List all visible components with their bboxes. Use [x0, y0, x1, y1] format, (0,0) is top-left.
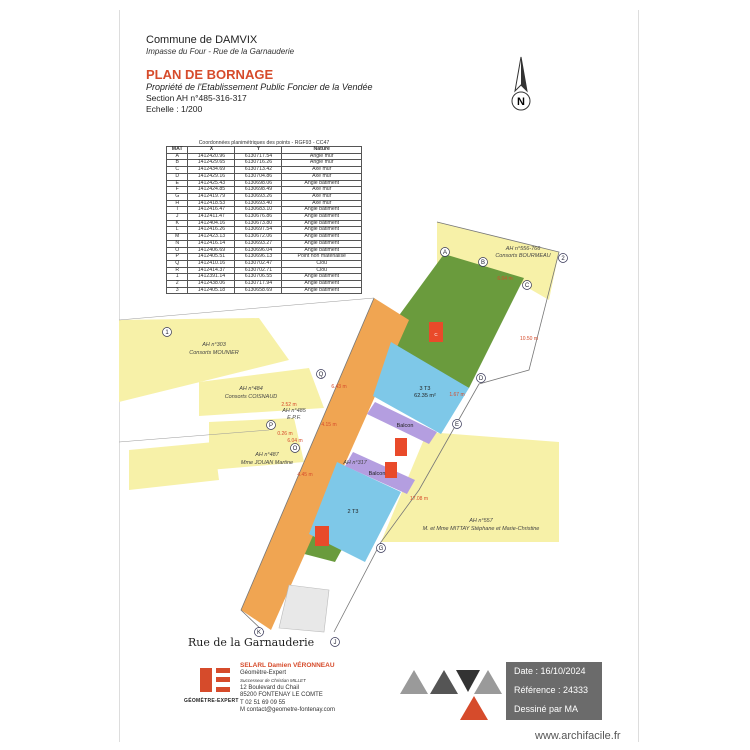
- cell-nature: Angle mur: [282, 160, 362, 167]
- parcel-1-owner: Consorts BOURMEAU: [495, 253, 551, 259]
- cell-nature: Angle bâtiment: [282, 287, 362, 294]
- cell-mat: F: [167, 187, 188, 194]
- point-2-label: 2: [561, 256, 565, 262]
- parcel-5-label: AH n°487: [255, 452, 279, 458]
- col-y: Y: [235, 147, 282, 154]
- cell-nature: Angle bâtiment: [282, 247, 362, 254]
- cell-mat: I: [167, 207, 188, 214]
- point-1-label: 1: [165, 330, 169, 336]
- cell-nature: Angle bâtiment: [282, 281, 362, 288]
- cell-y: 6130683.10: [235, 207, 282, 214]
- cell-x: 1412425.43: [188, 180, 235, 187]
- point-p-label: P: [268, 423, 274, 429]
- document-meta: [506, 662, 602, 720]
- cell-x: 1412418.53: [188, 200, 235, 207]
- point-e-label: E: [454, 422, 460, 428]
- cell-mat: D: [167, 173, 188, 180]
- cell-y: 6130693.26: [235, 193, 282, 200]
- cell-y: 6130693.40: [235, 200, 282, 207]
- cell-nature: Axe mur: [282, 173, 362, 180]
- dimension-5: 1.67 m: [449, 392, 465, 398]
- unit-1-label: 3 T3: [419, 386, 431, 392]
- cell-x: 1412406.69: [188, 247, 235, 254]
- col-nature: Nature: [282, 147, 362, 154]
- parcel-7-label: AH n°317: [343, 460, 367, 466]
- drawn-by-field: Dessiné par MA: [514, 704, 579, 714]
- firm-role: Géomètre-Expert: [240, 669, 287, 676]
- cell-x: 1412391.14: [188, 274, 235, 281]
- reference-field: Référence : 24333: [514, 685, 589, 695]
- point-j-label: J: [333, 640, 337, 646]
- point-a-label: A: [442, 250, 448, 256]
- cell-y: 6130658.69: [235, 287, 282, 294]
- cell-nature: Axe mur: [282, 167, 362, 174]
- cell-mat: G: [167, 193, 188, 200]
- dimension-9: 4.45 m: [297, 472, 313, 478]
- cell-nature: Clou: [282, 260, 362, 267]
- cell-nature: Angle bâtiment: [282, 214, 362, 221]
- cell-x: 1412429.65: [188, 160, 235, 167]
- parcel-2-owner: Consorts MOUNIER: [189, 350, 239, 356]
- section-line: Section AH n°485-316-317: [146, 93, 247, 103]
- cell-nature: Axe mur: [282, 193, 362, 200]
- cell-nature: Axe mur: [282, 200, 362, 207]
- cell-y: 6130672.06: [235, 234, 282, 241]
- point-q-label: Q: [318, 372, 324, 378]
- cell-mat: M: [167, 234, 188, 241]
- firm-email: M contact@geometre-fontenay.com: [240, 707, 336, 713]
- cell-nature: Angle bâtiment: [282, 220, 362, 227]
- cell-mat: C: [167, 167, 188, 174]
- unit-2-label: 2 T3: [347, 509, 359, 515]
- dimension-8: 6.04 m: [287, 438, 303, 444]
- cell-y: 6130697.54: [235, 227, 282, 234]
- cell-x: 1412416.26: [188, 227, 235, 234]
- cell-y: 6130696.04: [235, 247, 282, 254]
- cell-nature: Angle bâtiment: [282, 234, 362, 241]
- point-b-label: B: [480, 260, 486, 266]
- parcel-4-owner: E.P.F.: [287, 415, 301, 421]
- owner-line: Propriété de l'Etablissement Public Foncier de la Vendée: [146, 82, 373, 92]
- col-x: X: [188, 147, 235, 154]
- cell-mat: N: [167, 240, 188, 247]
- cell-x: 1412414.37: [188, 267, 235, 274]
- unit-1-area: 62.35 m²: [414, 393, 436, 399]
- cell-nature: Axe mur: [282, 187, 362, 194]
- firm-successor: Successeur de Christian MILLET: [240, 678, 306, 683]
- cell-nature: Angle bâtiment: [282, 274, 362, 281]
- north-label: N: [517, 96, 525, 108]
- cell-mat: 2: [167, 281, 188, 288]
- cell-x: 1412411.47: [188, 214, 235, 221]
- cell-mat: K: [167, 220, 188, 227]
- firm-name: SELARL Damien VÉRONNEAU: [240, 662, 335, 669]
- dimension-7: 0.26 m: [277, 431, 293, 437]
- cell-mat: B: [167, 160, 188, 167]
- point-g-label: G: [378, 546, 384, 552]
- outbuilding-label: C: [434, 332, 438, 337]
- cell-mat: H: [167, 200, 188, 207]
- firm-address-2: 85200 FONTENAY LE COMTE: [240, 692, 323, 698]
- firm-address-1: 12 Boulevard du Chail: [240, 684, 300, 691]
- point-c-label: C: [524, 283, 530, 289]
- outbuilding-2: [395, 438, 407, 456]
- cell-y: 6130716.26: [235, 160, 282, 167]
- cell-x: 1412419.79: [188, 193, 235, 200]
- boundary-line-north: [119, 298, 374, 320]
- cell-nature: Angle bâtiment: [282, 240, 362, 247]
- cell-y: 6130696.13: [235, 254, 282, 261]
- cell-nature: Point non matérialisé: [282, 254, 362, 261]
- parcel-5-owner: Mme JOUAN Martine: [240, 460, 294, 466]
- cell-x: 1412420.96: [188, 153, 235, 160]
- cell-mat: E: [167, 180, 188, 187]
- cell-y: 6130717.54: [235, 153, 282, 160]
- col-mat: MAT: [167, 147, 188, 154]
- cell-nature: Angle bâtiment: [282, 207, 362, 214]
- dimension-10: 17.08 m: [409, 496, 429, 502]
- cell-y: 6130704.86: [235, 173, 282, 180]
- dimension-2: 10.50 m: [519, 336, 539, 342]
- cell-y: 6130673.80: [235, 220, 282, 227]
- cell-x: 1412438.06: [188, 281, 235, 288]
- date-field: Date : 16/10/2024: [514, 666, 586, 676]
- cell-x: 1412416.14: [188, 240, 235, 247]
- parcel-4-label: AH n°485: [282, 408, 306, 414]
- cell-mat: J: [167, 214, 188, 221]
- dimension-6: 4.15 m: [321, 422, 337, 428]
- cell-y: 6130698.06: [235, 180, 282, 187]
- cell-nature: Angle bâtiment: [282, 227, 362, 234]
- cell-y: 6130702.71: [235, 267, 282, 274]
- firm-details: [240, 662, 335, 715]
- point-o-label: O: [292, 446, 298, 452]
- parcel-1-label: AH n°556-766: [505, 246, 541, 252]
- logo-text: GÉOMÈTRE-EXPERT: [184, 698, 239, 704]
- balcony-2-label: Balcon: [368, 471, 386, 477]
- cell-x: 1412410.16: [188, 260, 235, 267]
- cell-x: 1412423.13: [188, 234, 235, 241]
- cell-nature: Clou: [282, 267, 362, 274]
- cell-x: 1412416.47: [188, 207, 235, 214]
- dimension-3: 6.43 m: [331, 384, 347, 390]
- title-block: [180, 658, 605, 724]
- firm-phone: T 02 51 69 09 55: [240, 699, 286, 706]
- cell-y: 6130706.55: [235, 274, 282, 281]
- parcel-left-low: [129, 442, 219, 490]
- cell-nature: Angle bâtiment: [282, 180, 362, 187]
- cell-nature: Angle mur: [282, 153, 362, 160]
- parcel-2-label: AH n°303: [202, 342, 226, 348]
- cell-mat: R: [167, 267, 188, 274]
- watermark: www.archifacile.fr: [535, 730, 621, 742]
- street-name: Rue de la Garnauderie: [188, 636, 315, 649]
- cell-x: 1412434.69: [188, 167, 235, 174]
- cell-x: 1412405.18: [188, 287, 235, 294]
- cell-mat: Q: [167, 260, 188, 267]
- cell-x: 1412405.51: [188, 254, 235, 261]
- cell-mat: 1: [167, 274, 188, 281]
- parcel-3-label: AH n°484: [239, 386, 263, 392]
- cell-x: 1412424.85: [188, 187, 235, 194]
- cell-y: 6130702.47: [235, 260, 282, 267]
- balcony-1-label: Balcon: [396, 423, 414, 429]
- dimension-1: 6.04 m: [497, 276, 513, 282]
- cadastral-plan: [119, 170, 637, 650]
- cell-y: 6130713.42: [235, 167, 282, 174]
- outbuilding-4: [315, 526, 329, 546]
- cell-y: 6130717.94: [235, 281, 282, 288]
- dimension-4: 2.52 m: [281, 402, 297, 408]
- cell-x: 1412404.16: [188, 220, 235, 227]
- point-k-label: K: [256, 630, 262, 636]
- cell-x: 1412429.16: [188, 173, 235, 180]
- cell-mat: A: [167, 153, 188, 160]
- cell-y: 6130698.49: [235, 187, 282, 194]
- cell-mat: O: [167, 247, 188, 254]
- plan-title: PLAN DE BORNAGE: [146, 67, 274, 82]
- table-caption: Coordonnées planimétriques des points - RGF93 - CC47: [198, 140, 330, 146]
- cell-mat: L: [167, 227, 188, 234]
- scale-line: Echelle : 1/200: [146, 104, 203, 114]
- parcel-6-label: AH n°557: [469, 518, 493, 524]
- decorative-triangles-icon: [390, 662, 502, 720]
- cell-mat: 3: [167, 287, 188, 294]
- outbuilding-3: [385, 462, 397, 478]
- point-d-label: D: [478, 376, 484, 382]
- parcel-3-owner: Consorts COISNAUD: [224, 394, 278, 400]
- address-subtitle: Impasse du Four - Rue de la Garnauderie: [146, 47, 295, 56]
- north-arrow-icon: [505, 55, 537, 117]
- parcel-6-owner: M. et Mme MITTAY Stéphane et Marie-Christine: [422, 526, 540, 532]
- cell-y: 6130693.27: [235, 240, 282, 247]
- cell-y: 6130676.86: [235, 214, 282, 221]
- commune-title: Commune de DAMVIX: [146, 34, 258, 46]
- cell-mat: P: [167, 254, 188, 261]
